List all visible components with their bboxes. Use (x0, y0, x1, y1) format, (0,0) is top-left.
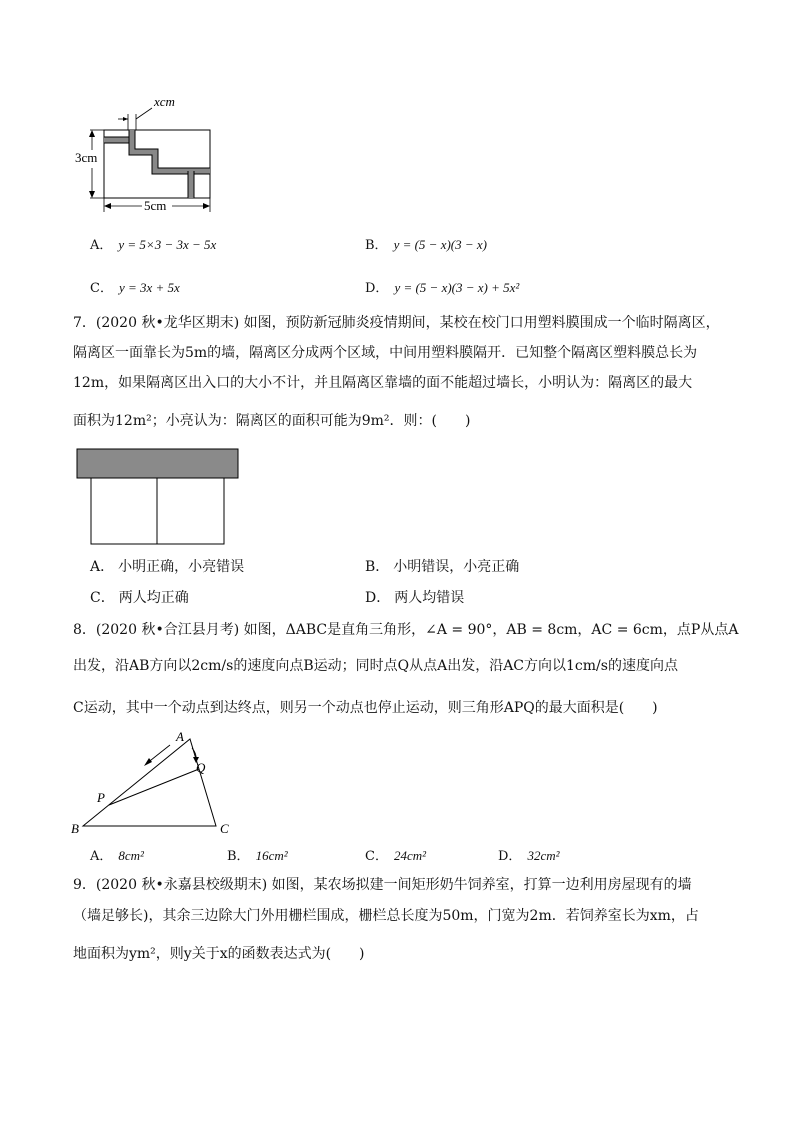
q8-option-d: D． 32cm² (498, 848, 560, 864)
q7-option-b: B． 小明错误，小亮正确 (365, 559, 520, 575)
q8-option-a: A． 8cm² (90, 848, 144, 864)
q6-label-height: 3cm (75, 150, 98, 165)
q8-label-p: P (97, 790, 105, 805)
q8-triangle (83, 739, 216, 826)
q8-option-c: C． 24cm² (365, 848, 427, 864)
q8-label-b: B (71, 821, 79, 836)
q7-option-d: D． 两人均错误 (365, 590, 465, 606)
q6-option-d: D． y = (5 − x)(3 − x) + 5x² (365, 280, 520, 296)
q7-figure (76, 447, 240, 547)
q9-line-2: （墙足够长)，其余三边除大门外用栅栏围成，栅栏总长度为50m，门宽为2m．若饲养室长为xm，占 (73, 908, 699, 924)
q7-wall (77, 449, 238, 478)
q8-segment-pq (109, 769, 199, 805)
q8-label-a: A (176, 729, 184, 744)
q8-option-b: B． 16cm² (227, 848, 288, 864)
q8-line-2: 出发，沿AB方向以2cm/s的速度向点B运动；同时点Q从点A出发，沿AC方向以1cm/s的速度向点 (73, 658, 678, 674)
q7-line-1: 7．(2020 秋•龙华区期末) 如图，预防新冠肺炎疫情期间，某校在校门口用塑料膜围成一个临时隔离区， (73, 315, 720, 331)
q6-option-a: A． y = 5×3 − 3x − 5x (90, 237, 217, 253)
q8-line-1: 8．(2020 秋•合江县月考) 如图，ΔABC是直角三角形，∠A = 90°，AB = 8cm，AC = 6cm，点P从点A (73, 622, 739, 638)
q7-line-4: 面积为12m²；小亮认为：隔离区的面积可能为9m²．则：( ) (73, 413, 471, 429)
q6-option-b: B． y = (5 − x)(3 − x) (365, 237, 488, 253)
q7-line-2: 隔离区一面靠长为5m的墙，隔离区分成两个区域，中间用塑料膜隔开．已知整个隔离区塑料膜总长为 (73, 345, 698, 361)
q8-line-3: C运动，其中一个动点到达终点，则另一个动点也停止运动，则三角形APQ的最大面积是( ) (73, 700, 658, 716)
q6-label-x: xcm (154, 94, 175, 109)
q9-line-3: 地面积为ym²，则y关于x的函数表达式为( ) (73, 946, 365, 962)
q7-option-c: C． 两人均正确 (90, 590, 189, 606)
q6-option-c: C． y = 3x + 5x (90, 280, 180, 296)
q6-label-width: 5cm (144, 198, 167, 213)
q8-figure (66, 726, 246, 842)
q7-line-3: 12m，如果隔离区出入口的大小不计，并且隔离区靠墙的面不能超过墙长，小明认为：隔离区的最大 (73, 375, 693, 391)
q8-label-q: Q (196, 760, 206, 775)
q8-label-c: C (220, 821, 229, 836)
q9-line-1: 9．(2020 秋•永嘉县校级期末) 如图，某农场拟建一间矩形奶牛饲养室，打算一边利用房屋现有的墙 (73, 877, 692, 893)
q7-option-a: A． 小明正确，小亮错误 (90, 559, 245, 575)
q6-figure (70, 92, 230, 217)
